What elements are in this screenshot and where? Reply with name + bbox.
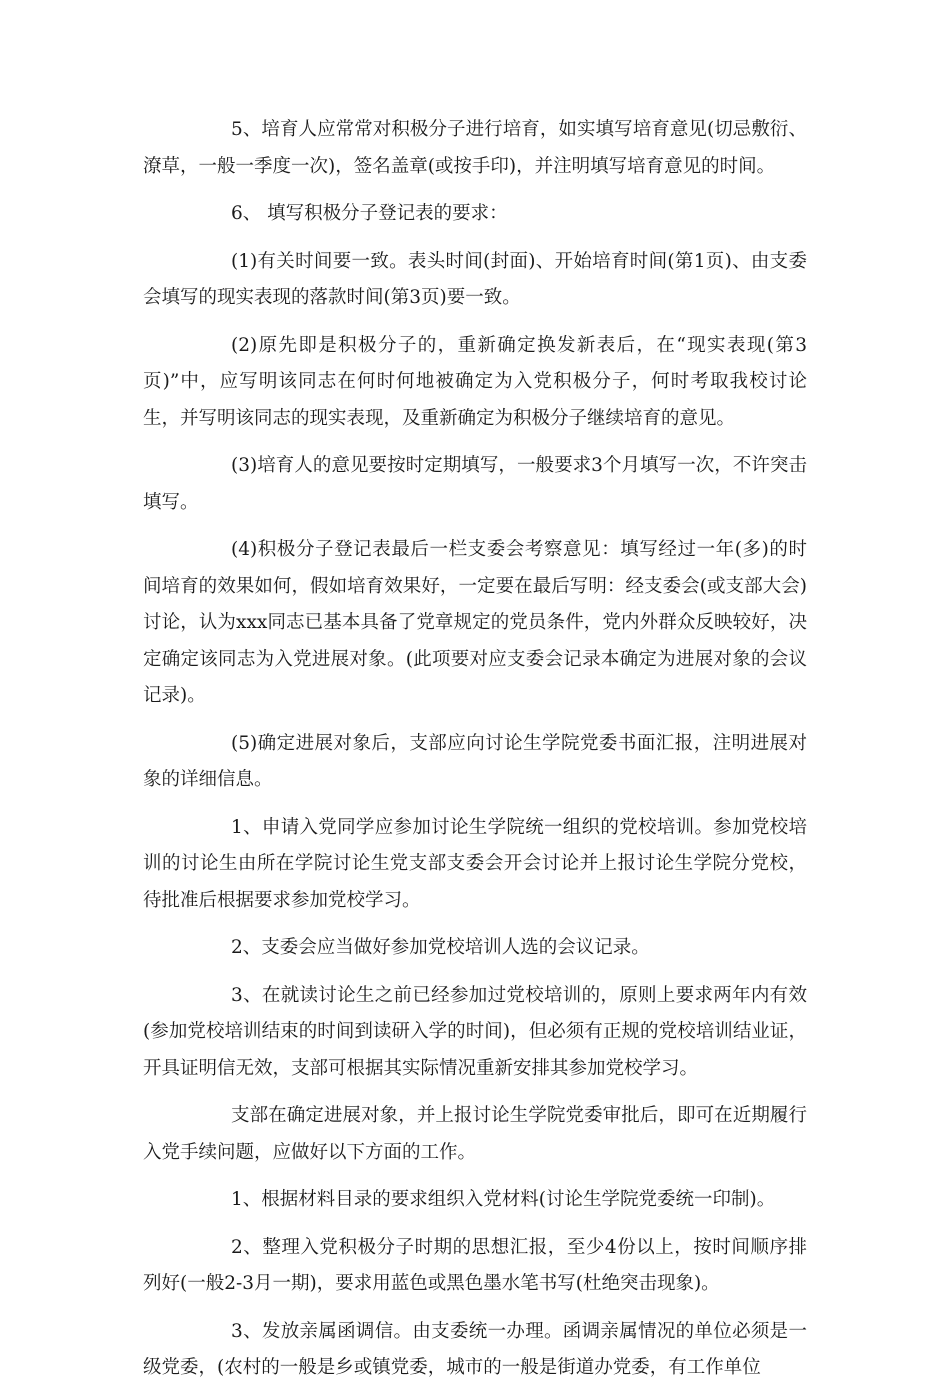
- paragraph-time-consistency: (1)有关时间要一致。表头时间(封面)、开始培育时间(第1页)、由支委会填写的现实表现的落款时间(第3页)要一致。: [143, 250, 807, 308]
- paragraph-reconfirmation: (2)原先即是积极分子的，重新确定换发新表后，在“现实表现(第3页)”中，应写明该同志在何时何地被确定为入党积极分子，何时考取我校讨论生，并写明该同志的现实表现，及重新确定为积极分子继续培育的意见。: [143, 334, 807, 429]
- paragraph-party-school-training: 1、申请入党同学应参加讨论生学院统一组织的党校培训。参加党校培训的讨论生由所在学院讨论生党支部支委会开会讨论并上报讨论生学院分党校，待批准后根据要求参加党校学习。: [143, 816, 807, 911]
- paragraph-opinion-schedule: (3)培育人的意见要按时定期填写，一般要求3个月填写一次，不许突击填写。: [143, 455, 807, 513]
- paragraph-training-meeting-record: 2、支委会应当做好参加党校培训人选的会议记录。: [231, 937, 650, 958]
- paragraph-committee-opinion: (4)积极分子登记表最后一栏支委会考察意见：填写经过一年(多)的时间培育的效果如何，假如培育效果好，一定要在最后写明：经支委会(或支部大会)讨论，认为xxx同志已基本具备了党章规定的党员条件，党内外群众反映较好，决定确定该同志为入党进展对象。(此项要对应支委会记录本确定为进展对象的会议记录)。: [143, 539, 807, 706]
- paragraph-cultivation-opinion: 5、培育人应常常对积极分子进行培育，如实填写培育意见(切忌敷衍、潦草，一般一季度一次)，签名盖章(或按手印)，并注明填写培育意见的时间。: [143, 119, 807, 177]
- paragraph-admission-procedures: 支部在确定进展对象，并上报讨论生学院党委审批后，即可在近期履行入党手续问题，应做好以下方面的工作。: [143, 1105, 807, 1163]
- paragraph-registration-requirements: 6、 填写积极分子登记表的要求：: [231, 203, 508, 224]
- paragraph-organize-materials: 1、根据材料目录的要求组织入党材料(讨论生学院党委统一印制)。: [231, 1189, 776, 1210]
- document-body: [143, 112, 807, 1398]
- paragraph-report-development-target: (5)确定进展对象后，支部应向讨论生学院党委书面汇报，注明进展对象的详细信息。: [143, 732, 807, 790]
- paragraph-relative-inquiry-letters: 3、发放亲属函调信。由支委统一办理。函调亲属情况的单位必须是一级党委，(农村的一般是乡或镇党委，城市的一般是街道办党委，有工作单位: [143, 1320, 807, 1378]
- paragraph-prior-training-validity: 3、在就读讨论生之前已经参加过党校培训的，原则上要求两年内有效(参加党校培训结束的时间到读研入学的时间)，但必须有正规的党校培训结业证，开具证明信无效，支部可根据其实际情况重新安排其参加党校学习。: [143, 984, 807, 1079]
- paragraph-thought-reports: 2、整理入党积极分子时期的思想汇报，至少4份以上，按时间顺序排列好(一般2-3月一期)，要求用蓝色或黑色墨水笔书写(杜绝突击现象)。: [143, 1236, 807, 1294]
